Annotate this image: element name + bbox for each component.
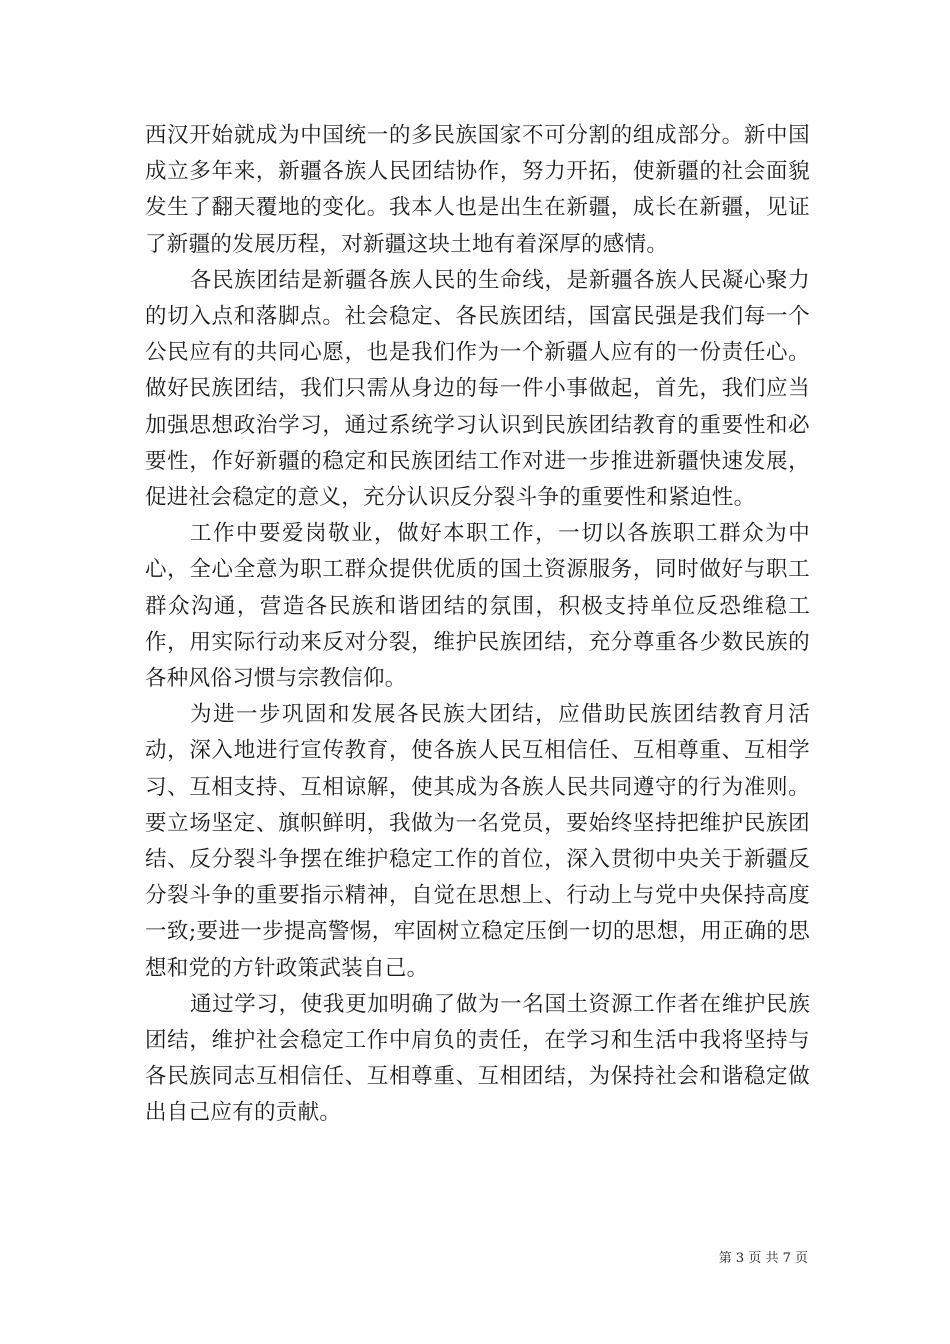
paragraph-4: 为进一步巩固和发展各民族大团结，应借助民族团结教育月活动，深入地进行宣传教育，使各族人民互相信任、互相尊重、互相学习、互相支持、互相谅解，使其成为各族人民共同遵守的行为准则。要立场坚定、旗帜鲜明，我做为一名党员，要始终坚持把维护民族团结、反分裂斗争摆在维护稳定工作的首位，深入贯彻中央关于新疆反分裂斗争的重要指示精神，自觉在思想上、行动上与党中央保持高度一致;要进一步提高警惕，牢固树立稳定压倒一切的思想，用正确的思想和党的方针政策武装自己。 [145, 702, 810, 981]
body-text [145, 118, 810, 1132]
paragraph-3: 工作中要爱岗敬业，做好本职工作，一切以各族职工群众为中心，全心全意为职工群众提供优质的国土资源服务，同时做好与职工群众沟通，营造各民族和谐团结的氛围，积极支持单位反恐维稳工作，用实际行动来反对分裂，维护民族团结，充分尊重各少数民族的各种风俗习惯与宗教信仰。 [145, 521, 810, 692]
paragraph-1: 西汉开始就成为中国统一的多民族国家不可分割的组成部分。新中国成立多年来，新疆各族人民团结协作，努力开拓，使新疆的社会面貌发生了翻天覆地的变化。我本人也是出生在新疆，成长在新疆，见证了新疆的发展历程，对新疆这块土地有着深厚的感情。 [145, 123, 810, 257]
page-number-footer: 第 3 页 共 7 页 [718, 1251, 808, 1266]
paragraph-2: 各民族团结是新疆各族人民的生命线，是新疆各族人民凝心聚力的切入点和落脚点。社会稳定、各民族团结，国富民强是我们每一个公民应有的共同心愿，也是我们作为一个新疆人应有的一份责任心。做好民族团结，我们只需从身边的每一件小事做起，首先，我们应当加强思想政治学习，通过系统学习认识到民族团结教育的重要性和必要性，作好新疆的稳定和民族团结工作对进一步推进新疆快速发展，促进社会稳定的意义，充分认识反分裂斗争的重要性和紧迫性。 [145, 267, 810, 511]
paragraph-5: 通过学习，使我更加明确了做为一名国土资源工作者在维护民族团结，维护社会稳定工作中肩负的责任，在学习和生活中我将坚持与各民族同志互相信任、互相尊重、互相团结，为保持社会和谐稳定做出自己应有的贡献。 [145, 991, 810, 1126]
